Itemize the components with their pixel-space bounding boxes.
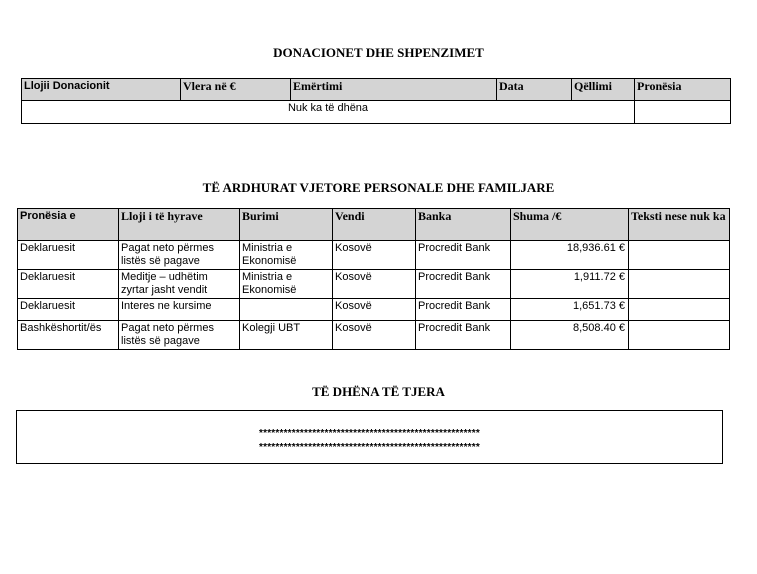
donations-title: DONACIONET DHE SHPENZIMET — [273, 45, 484, 60]
table-row — [18, 321, 730, 350]
row-source — [240, 299, 333, 321]
donations-table — [21, 78, 731, 124]
row-amount: 8,508.40 € — [511, 321, 629, 350]
col-amount: Shuma /€ — [511, 209, 629, 241]
row-note — [629, 241, 730, 270]
row-type: Pagat neto përmes listës së pagave — [119, 321, 240, 350]
row-bank: Procredit Bank — [416, 321, 511, 350]
row-owner: Deklaruesit — [18, 299, 119, 321]
row-note — [629, 321, 730, 350]
table-row — [18, 299, 730, 321]
row-type: Meditje – udhëtim zyrtar jasht vendit — [119, 270, 240, 299]
row-bank: Procredit Bank — [416, 241, 511, 270]
col-name: Emërtimi — [291, 79, 497, 101]
row-source: Kolegji UBT — [240, 321, 333, 350]
row-note — [629, 299, 730, 321]
income-title: TË ARDHURAT VJETORE PERSONALE DHE FAMILJARE — [202, 180, 555, 195]
col-country: Vendi — [333, 209, 416, 241]
row-source: Ministria e Ekonomisë — [240, 241, 333, 270]
other-title: TË DHËNA TË TJERA — [312, 384, 445, 399]
income-table — [17, 208, 730, 350]
col-value: Vlera në € — [181, 79, 291, 101]
col-source: Burimi — [240, 209, 333, 241]
row-amount: 18,936.61 € — [511, 241, 629, 270]
col-income-type: Lloji i të hyrave — [119, 209, 240, 241]
row-source: Ministria e Ekonomisë — [240, 270, 333, 299]
table-row — [18, 270, 730, 299]
redacted-line: ****************************************************** — [259, 442, 480, 453]
row-type: Interes ne kursime — [119, 299, 240, 321]
col-bank: Banka — [416, 209, 511, 241]
row-owner: Bashkëshortit/ës — [18, 321, 119, 350]
row-amount: 1,911.72 € — [511, 270, 629, 299]
redacted-line: ****************************************************** — [259, 428, 480, 439]
other-data-box — [16, 410, 723, 464]
col-donation-type: Llojii Donacionit — [22, 79, 181, 101]
col-owner: Pronësia e — [18, 209, 119, 241]
row-owner: Deklaruesit — [18, 241, 119, 270]
col-purpose: Qëllimi — [572, 79, 635, 101]
row-country: Kosovë — [333, 241, 416, 270]
row-country: Kosovë — [333, 299, 416, 321]
row-bank: Procredit Bank — [416, 299, 511, 321]
row-amount: 1,651.73 € — [511, 299, 629, 321]
empty-message: Nuk ka të dhëna — [22, 101, 635, 124]
row-bank: Procredit Bank — [416, 270, 511, 299]
row-note — [629, 270, 730, 299]
col-date: Data — [497, 79, 572, 101]
row-country: Kosovë — [333, 270, 416, 299]
col-ownership: Pronësia — [635, 79, 731, 101]
row-owner: Deklaruesit — [18, 270, 119, 299]
row-country: Kosovë — [333, 321, 416, 350]
table-row — [18, 241, 730, 270]
table-cell — [635, 101, 731, 124]
col-note: Teksti nese nuk ka — [629, 209, 730, 241]
row-type: Pagat neto përmes listës së pagave — [119, 241, 240, 270]
